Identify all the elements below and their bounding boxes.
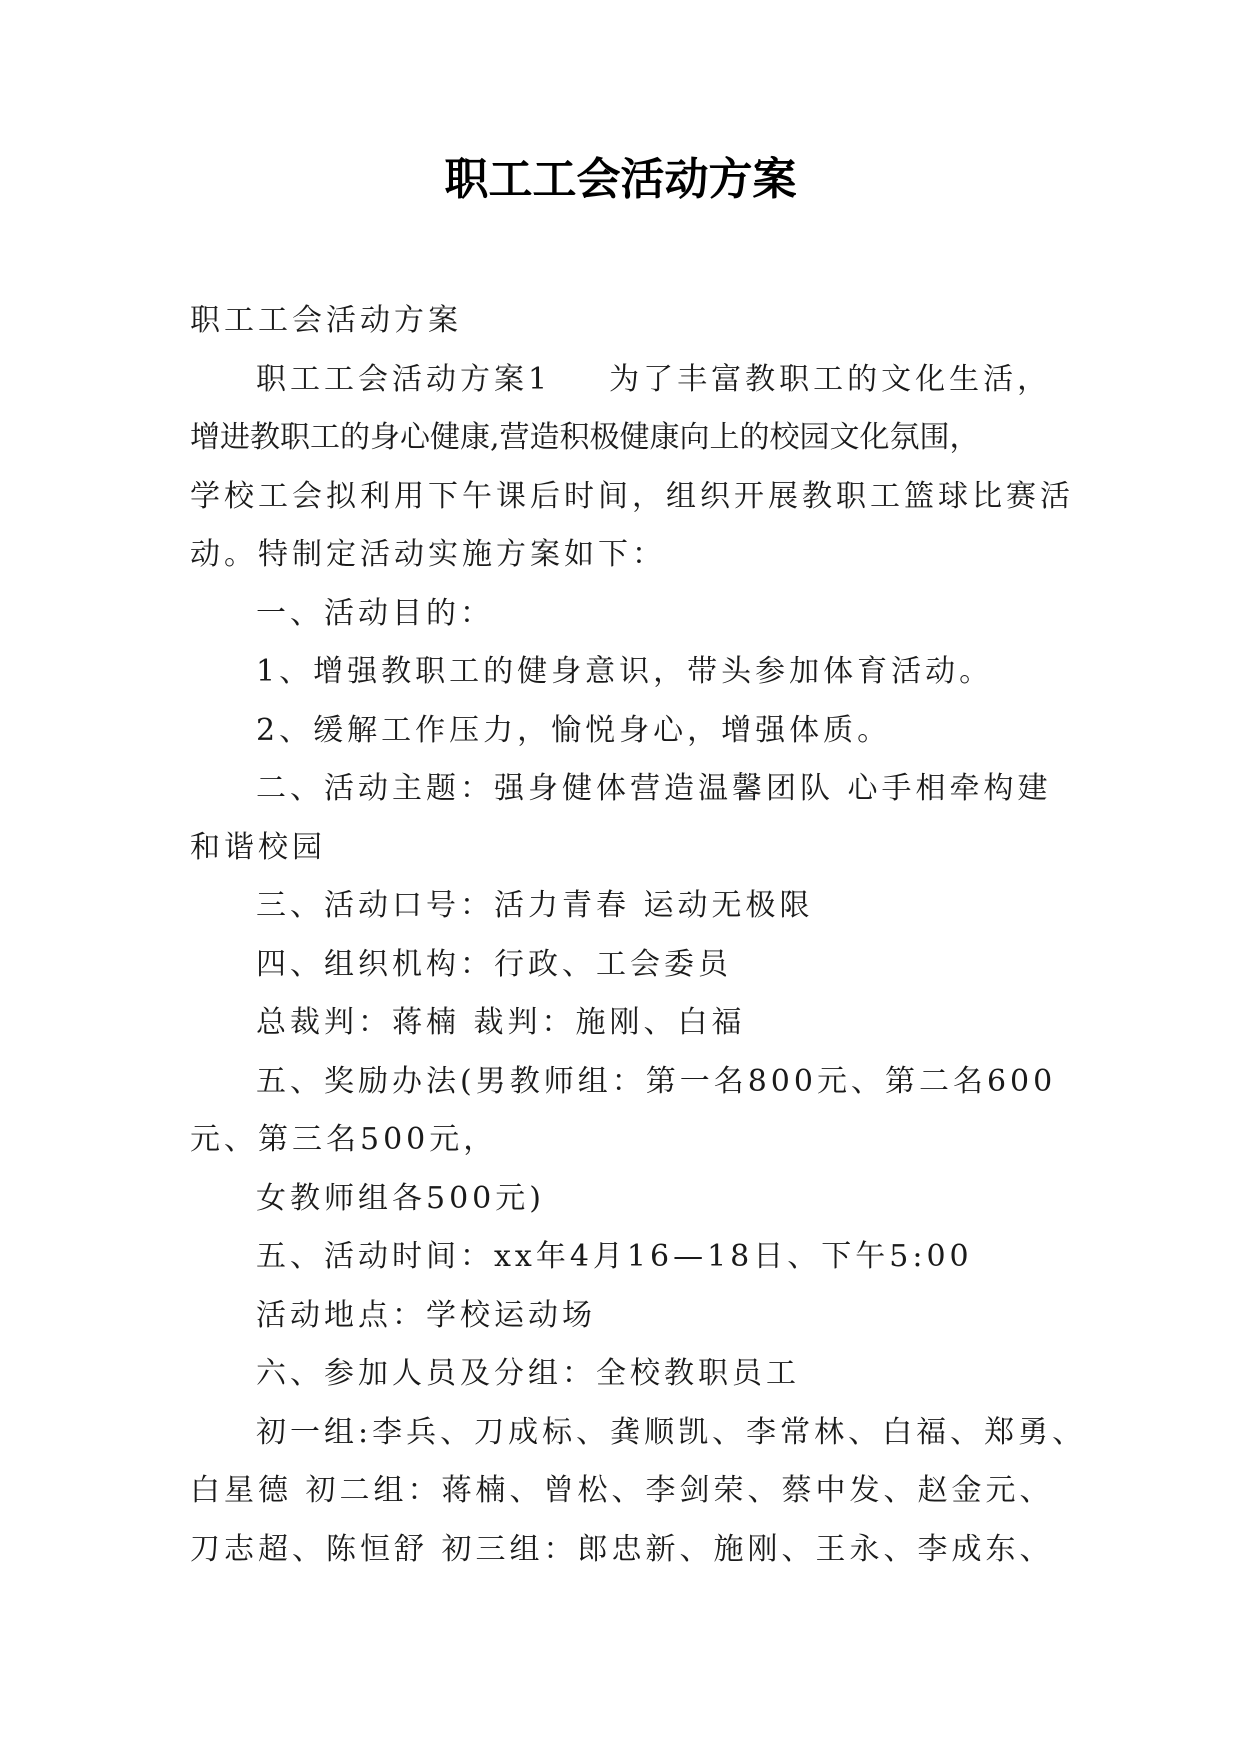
body-line: 刀志超、陈恒舒 初三组：郎忠新、施刚、王永、李成东、 xyxy=(190,1531,1054,1567)
body-line: 女教师组各500元) xyxy=(256,1180,545,1216)
body-line: 四、组织机构：行政、工会委员 xyxy=(256,946,732,982)
section-heading: 职工工会活动方案1 xyxy=(256,361,552,397)
body-line: 二、活动主题：强身健体营造温馨团队 心手相牵构建 xyxy=(256,771,1052,806)
body-line: 三、活动口号：活力青春 运动无极限 xyxy=(256,888,814,923)
body-line: 2、缓解工作压力，愉悦身心，增强体质。 xyxy=(256,712,892,748)
body-line: 白星德 初二组：蒋楠、曾松、李剑荣、蔡中发、赵金元、 xyxy=(190,1473,1054,1508)
body-line: 六、参加人员及分组：全校教职员工 xyxy=(256,1356,800,1391)
body-line: 初一组:李兵、刀成标、龚顺凯、李常林、白福、郑勇、 xyxy=(256,1414,1087,1450)
document-title: 职工工会活动方案 xyxy=(444,154,797,205)
body-line: 五、奖励办法(男教师组：第一名800元、第二名600 xyxy=(256,1063,1057,1099)
body-line: 增进教职工的身心健康,营造积极健康向上的校园文化氛围， xyxy=(190,420,980,455)
body-line: 职工工会活动方案 xyxy=(190,303,462,338)
body-line: 1、增强教职工的健身意识，带头参加体育活动。 xyxy=(256,654,994,689)
body-text: 为了丰富教职工的文化生活， xyxy=(609,361,1052,397)
body-line: 五、活动时间：xx年4月16—18日、下午5:00 xyxy=(256,1239,973,1274)
body-line: 和谐校园 xyxy=(190,829,326,865)
body-line: 动。特制定活动实施方案如下： xyxy=(190,537,666,572)
body-line: 活动地点：学校运动场 xyxy=(256,1297,596,1333)
body-line: 总裁判：蒋楠 裁判：施刚、白福 xyxy=(256,1005,746,1040)
document-body xyxy=(190,292,1087,1579)
body-line: 元、第三名500元， xyxy=(190,1122,498,1157)
body-line: 学校工会拟利用下午课后时间，组织开展教职工篮球比赛活 xyxy=(190,478,1074,514)
body-line xyxy=(190,351,1050,410)
body-line: 一、活动目的： xyxy=(256,595,494,631)
